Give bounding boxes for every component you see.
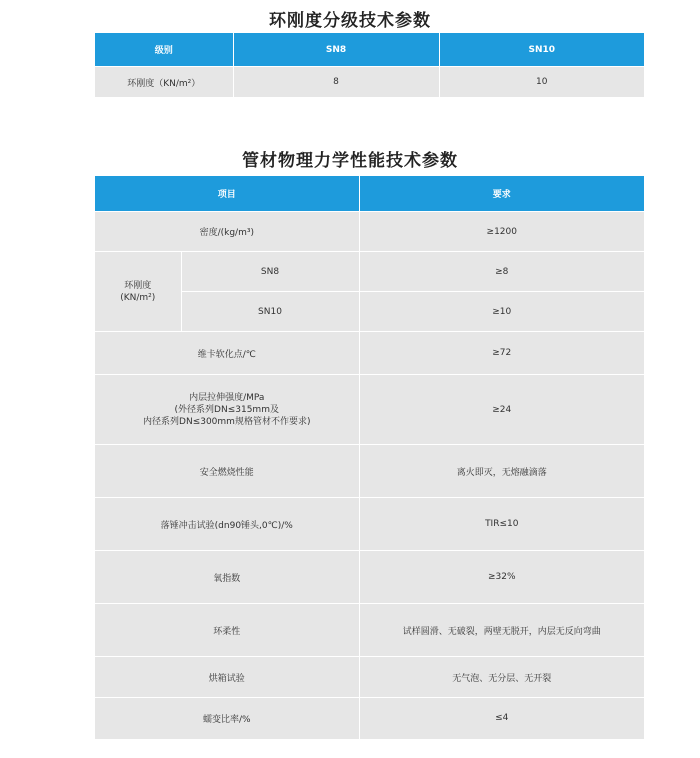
table-row [95, 332, 644, 375]
group-label-line: (KN/m²) [120, 292, 156, 303]
item-cell: 烘箱试验 [95, 657, 359, 698]
table-row [95, 604, 644, 657]
value-sn8: 8 [233, 67, 439, 98]
group-label-line: 环刚度 [124, 280, 152, 291]
item-line: 内径系列DN≤300mm规格管材不作要求) [143, 416, 311, 427]
sub-item-cell: SN8 [181, 252, 359, 292]
item-cell: 环柔性 [95, 604, 359, 657]
requirement-cell: TIR≤10 [359, 498, 644, 551]
header-sn8: SN8 [233, 33, 439, 67]
value-sn10: 10 [439, 67, 644, 98]
table-row [95, 657, 644, 698]
item-line: 内层拉伸强度/MPa [189, 392, 265, 403]
requirement-cell: 无气泡、无分层、无开裂 [359, 657, 644, 698]
table-row [95, 212, 644, 252]
requirement-cell: 试样圆滑、无破裂，两壁无脱开，内层无反向弯曲 [359, 604, 644, 657]
item-cell: 密度/(kg/m³) [95, 212, 359, 252]
ring-stiffness-group-label [95, 252, 181, 332]
grade-section-title: 环刚度分级技术参数 [269, 11, 431, 31]
requirement-cell: ≥10 [359, 292, 644, 332]
table-row [95, 551, 644, 604]
ring-stiffness-grade-table [95, 33, 644, 97]
table-header-row [95, 176, 644, 212]
requirement-cell: ≥72 [359, 332, 644, 375]
requirement-cell: 离火即灭，无熔融滴落 [359, 445, 644, 498]
header-grade: 级别 [95, 33, 233, 67]
physical-section-title: 管材物理力学性能技术参数 [242, 151, 458, 171]
table-row [95, 698, 644, 739]
item-cell: 落锤冲击试验(dn90锤头,0℃)/% [95, 498, 359, 551]
sub-item-cell: SN10 [181, 292, 359, 332]
table-header-row [95, 33, 644, 67]
requirement-cell: ≤4 [359, 698, 644, 739]
table-row [95, 375, 644, 445]
requirement-cell: ≥8 [359, 252, 644, 292]
header-requirement: 要求 [359, 176, 644, 212]
header-item: 项目 [95, 176, 359, 212]
requirement-cell: ≥32% [359, 551, 644, 604]
item-cell: 安全燃烧性能 [95, 445, 359, 498]
item-cell: 氧指数 [95, 551, 359, 604]
item-cell: 维卡软化点/℃ [95, 332, 359, 375]
table-row [95, 252, 644, 292]
table-row [95, 67, 644, 98]
requirement-cell: ≥24 [359, 375, 644, 445]
item-line: (外径系列DN≤315mm及 [174, 404, 279, 415]
item-cell [95, 375, 359, 445]
requirement-cell: ≥1200 [359, 212, 644, 252]
item-cell: 蠕变比率/% [95, 698, 359, 739]
header-sn10: SN10 [439, 33, 644, 67]
physical-properties-table [95, 176, 644, 739]
table-row [95, 445, 644, 498]
row-label: 环刚度（KN/m²） [95, 67, 233, 98]
table-row [95, 498, 644, 551]
